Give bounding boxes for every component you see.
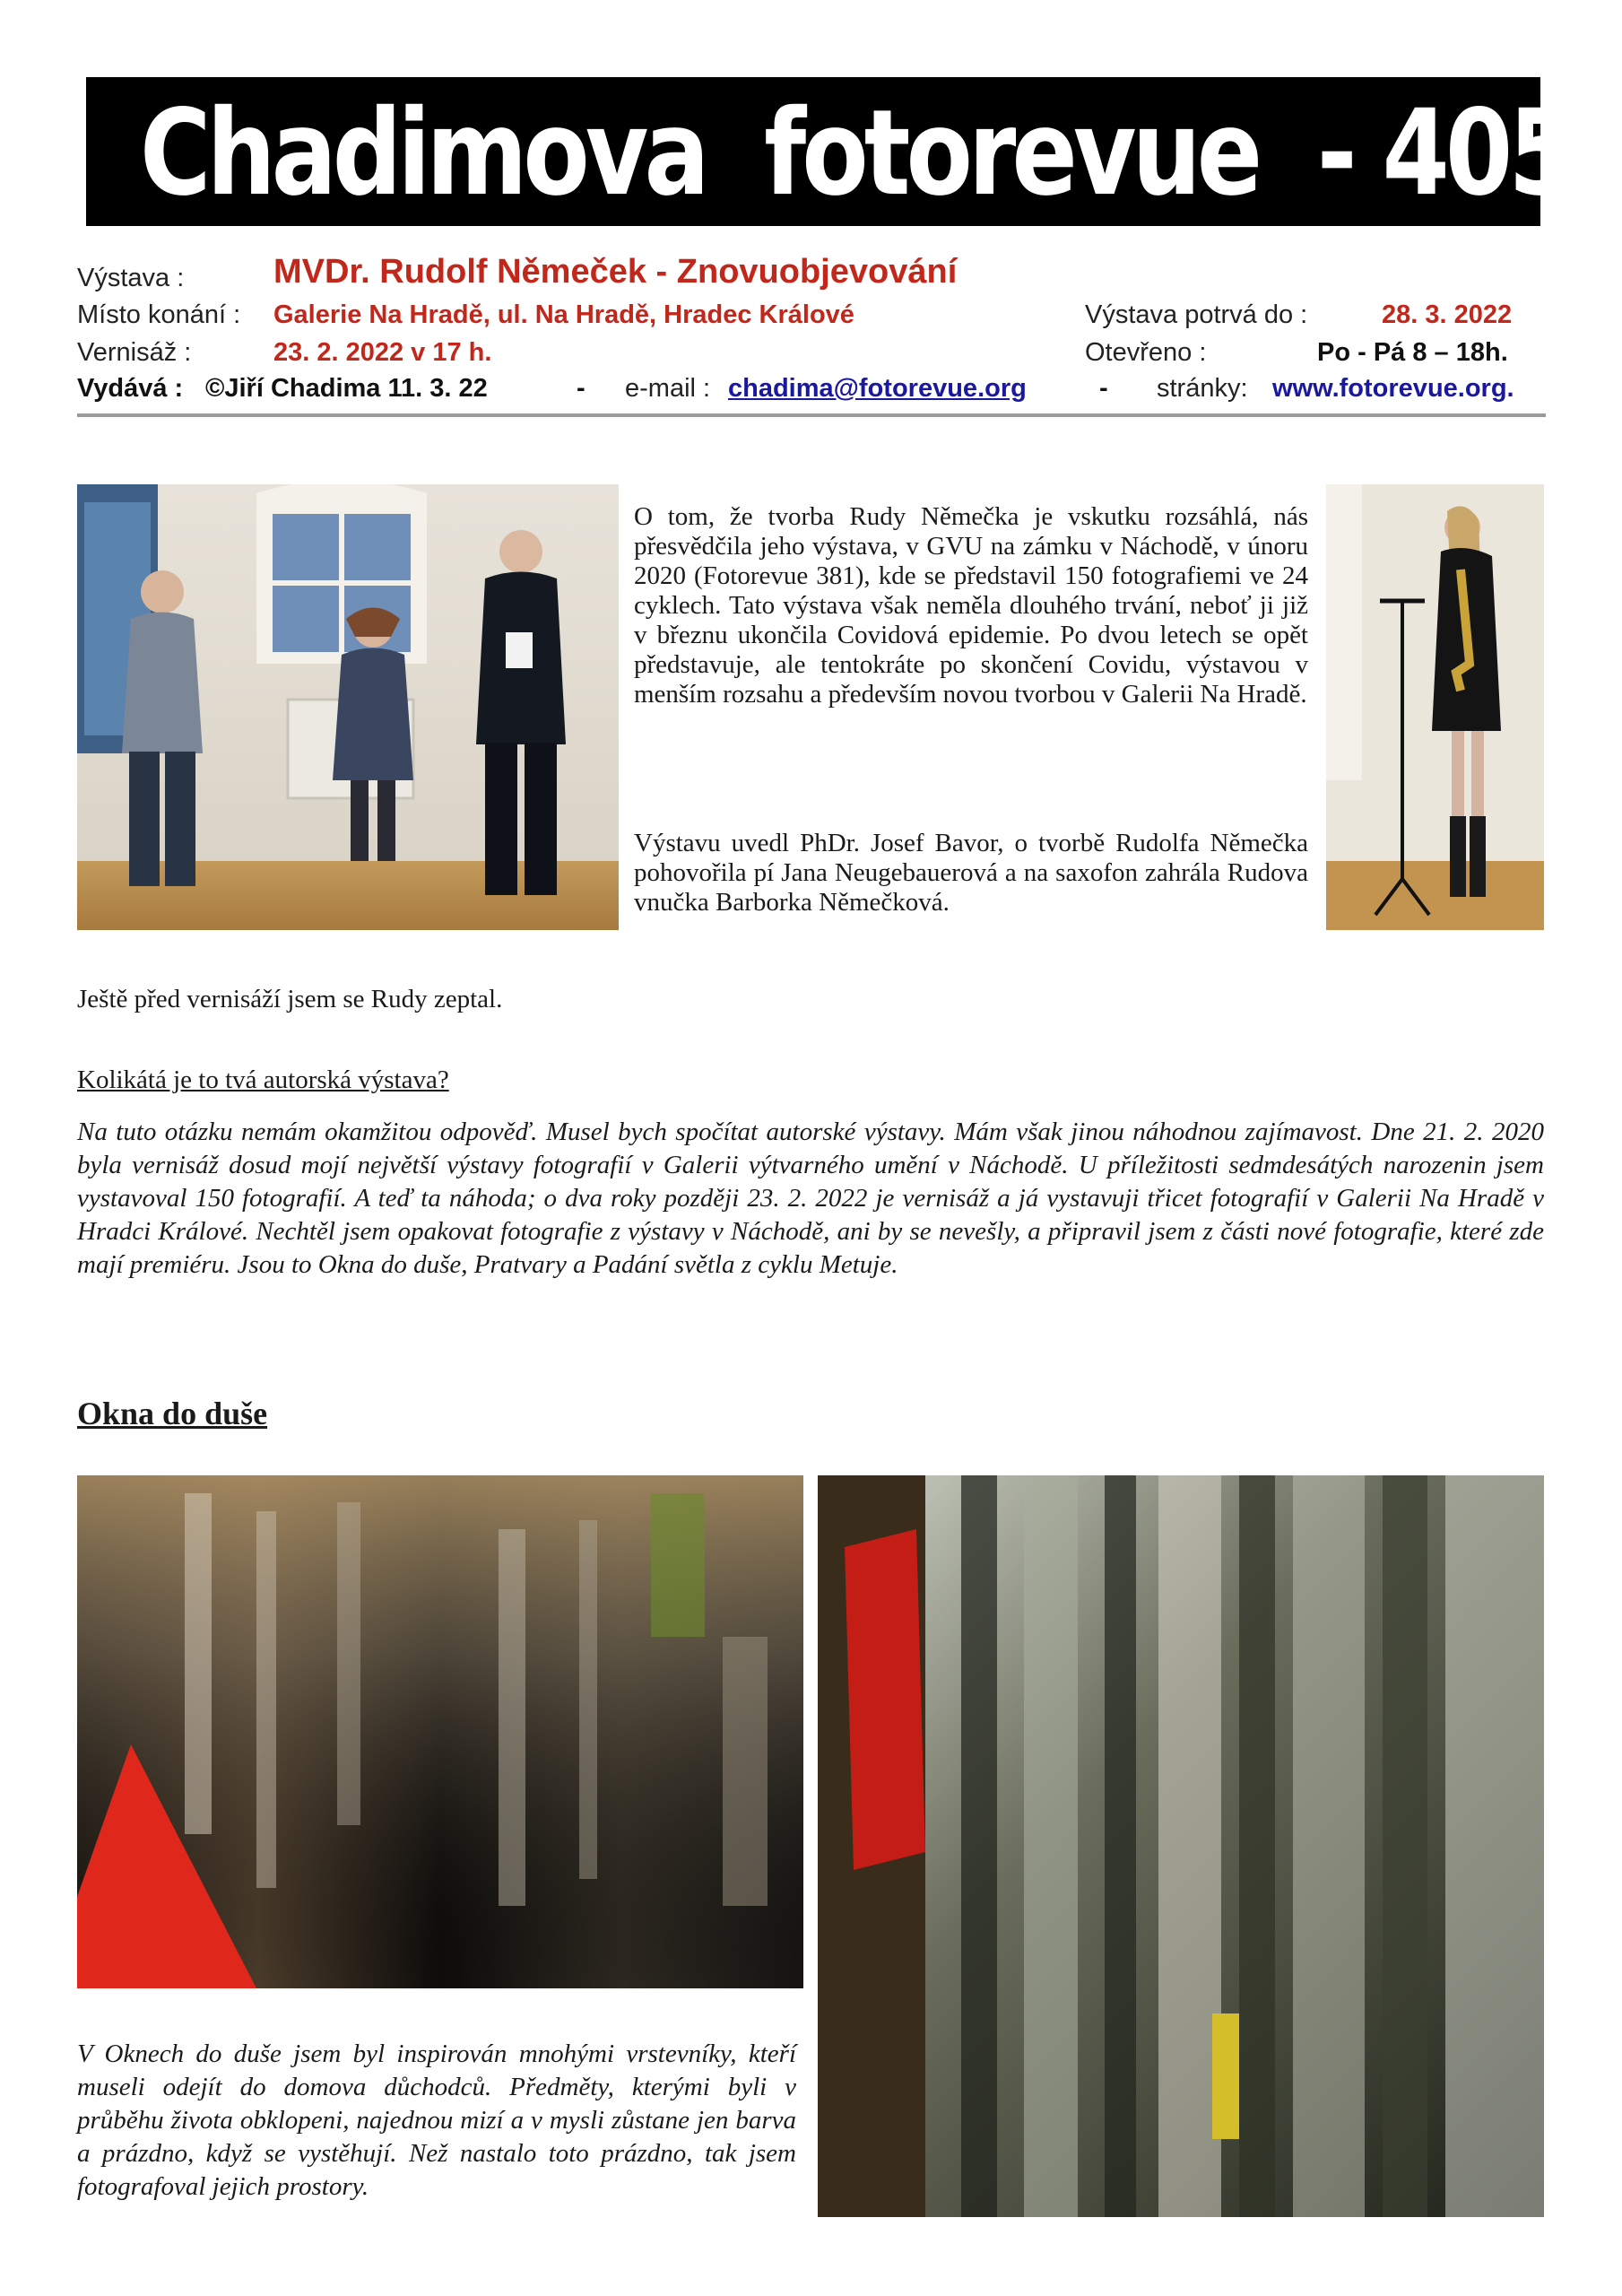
okna-do-duse-photo [818,1475,1544,2217]
interview-answer: Na tuto otázku nemám okamžitou odpověď. Musel bych spočítat autorské výstavy. Mám však jinou náhodnou zajímavost. Dne 21. 2. 2020 byla vernisáž dosud mojí největší výstavy fotografií v Galerii výtvarného umění v Náchodě. U příležitosti sedmdesátých narozenin jsem vystavoval 150 fotografií. A teď ta náhoda; o dva roky později 23. 2. 2022 je vernisáž a já vystavuji třicet fotografií v Galerii Na Hradě v Hradci Králové. Nechtěl jsem opakovat fotografie z výstavy v Náchodě, ani by se nevešly, a připravil jsem z části nové fotografie, které zde mají premiéru. Jsou to Okna do duše, Pratvary a Padání světla z cyklu Metuje. [77,1118,1544,1279]
open-value: Po - Pá 8 – 18h. [1317,338,1508,367]
venue-value: Galerie Na Hradě, ul. Na Hradě, Hradec Králové [273,300,854,329]
exhibition-value: MVDr. Rudolf Němeček - Znovuobjevování [273,253,958,291]
exhibition-label: Výstava : [77,264,185,292]
lead-text: Ještě před vernisáží jsem se Rudy zeptal. [77,985,503,1013]
okna-do-duse-photo [77,1475,803,1988]
section-caption: V Oknech do duše jsem byl inspirován mnohými vrstevníky, kteří museli odejít do domova důchodců. Předměty, kterými byli v průběhu života obklopeni, najednou mizí a v mysli zůstane jen barva a prázdno, když se vystěhují. Než nastalo toto prázdno, tak jsem fotografoval jejich prostory. [77,2039,796,2201]
open-label: Otevřeno : [1085,338,1207,367]
web-label: stránky: [1157,374,1248,403]
vernissage-label: Vernisáž : [77,338,192,367]
intro-paragraph: O tom, že tvorba Rudy Němečka je vskutku rozsáhlá, nás přesvědčila jeho výstava, v GVU na zámku v Náchodě, v únoru 2020 (Fotorevue 381), kde se představil 150 fotografiemi ve 24 cyklech. Tato výstava však neměla dlouhého trvání, neboť ji již v březnu ukončila Covidová epidemie. Po dvou letech se opět představuje, ale tentokráte po skončení Covidu, výstavou v menším rozsahu a především novou tvorbou v Galerii Na Hradě. [634,502,1308,709]
interview-question: Kolikátá je to tvá autorská výstava? [77,1065,449,1094]
venue-label: Místo konání : [77,300,241,329]
section-heading: Okna do duše [77,1396,268,1431]
web-link[interactable]: www.fotorevue.org. [1272,374,1514,403]
publisher-label: Vydává : [77,374,184,403]
until-value: 28. 3. 2022 [1382,300,1513,329]
email-link[interactable]: chadima@fotorevue.org [728,374,1027,403]
intro-paragraph: Výstavu uvedl PhDr. Josef Bavor, o tvorbě Rudolfa Němečka pohovořila pí Jana Neugebauerová a na saxofon zahrála Rudova vnučka Barborka Němečková. [634,829,1308,917]
email-label: e-mail : [625,374,711,403]
page-title: Chadimova fotorevue - 405. [140,84,1604,222]
until-label: Výstava potrvá do : [1085,300,1308,329]
title-banner [86,77,1604,226]
header-divider [77,413,1546,417]
vernissage-value: 23. 2. 2022 v 17 h. [273,338,492,367]
publisher-value: ©Jiří Chadima 11. 3. 22 [205,374,488,403]
separator-dash: - [1099,374,1108,403]
saxophone-photo [1326,484,1544,930]
separator-dash: - [577,374,585,403]
vernissage-photo [77,484,619,930]
